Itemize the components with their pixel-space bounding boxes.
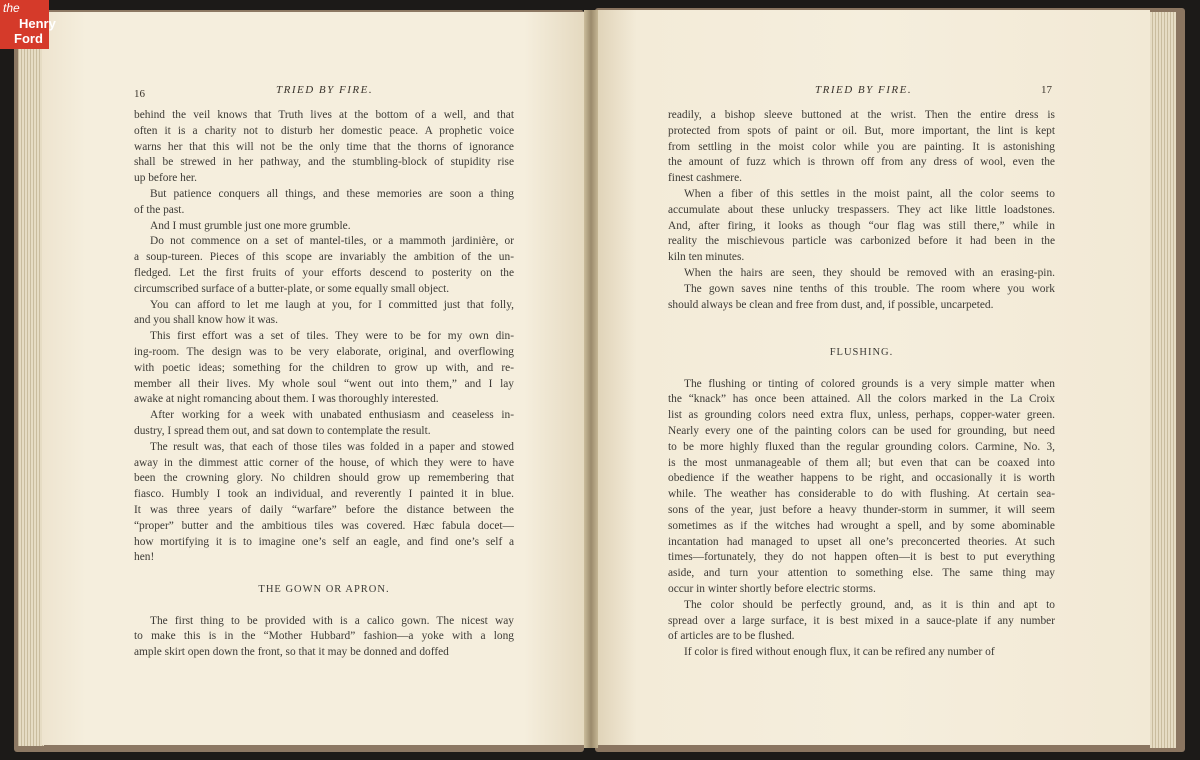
- text-line: times—fortunately, they do not happen often—it is best to put everything: [668, 551, 1055, 564]
- left-running-title: TRIED BY FIRE.: [276, 84, 374, 96]
- text-line: [668, 329, 1055, 345]
- page-edges-right: [1150, 12, 1176, 748]
- text-line: the “knack” has once been attained. All the colors marked in the La Croix: [668, 393, 1055, 406]
- text-line: aside, and turn your attention to something else. The same thing may: [668, 567, 1055, 580]
- text-line: and you shall know how it was.: [134, 314, 278, 327]
- text-line: If color is fired without enough flux, it can be refired any number of: [684, 646, 995, 659]
- text-line: shall be strewed in her pathway, and the stumbling-block of stupidity rise: [134, 156, 514, 169]
- left-page-number: 16: [134, 88, 145, 100]
- text-line: But patience conquers all things, and these memories are soon a thing: [150, 187, 514, 200]
- text-line: warns her that this will not be the only time that the thorns of ignorance: [134, 140, 514, 153]
- text-line: readily, a bishop sleeve buttoned at the wrist. Then the entire dress is: [668, 109, 1055, 121]
- text-line: is the most unmanageable of them all; but even that can be coaxed into: [668, 456, 1055, 469]
- text-line: occur in winter shortly before electric storms.: [668, 582, 876, 595]
- text-line: spread over a large surface, it is best mixed in a sauce-plate if any number: [668, 614, 1055, 627]
- text-line: should always be clean and free from dust, and, if possible, uncarpeted.: [668, 298, 994, 311]
- text-line: of the past.: [134, 203, 185, 216]
- text-line: This first effort was a set of tiles. They were to be for my own din-: [150, 330, 514, 343]
- text-line: “proper” butter and the ambitious tiles was covered. Hæc fabula docet—: [134, 519, 514, 532]
- text-line: while. The weather has considerable to do with flushing. At certain sea-: [668, 488, 1055, 501]
- text-line: how mortifying it is to imagine one’s self an eagle, and find one’s self a: [134, 535, 514, 548]
- text-line: You can afford to let me laugh at you, for I committed just that folly,: [150, 298, 514, 311]
- right-page-number: 17: [1041, 84, 1052, 96]
- text-line: [134, 598, 514, 614]
- text-line: dustry, I spread them out, and sat down to contemplate the result.: [134, 424, 431, 437]
- text-line: hen!: [134, 551, 155, 564]
- text-line: kiln ten minutes.: [668, 251, 745, 264]
- text-line: with poetic ideas; something for the children to grow up with, and re-: [134, 361, 514, 374]
- text-line: fiasco. Humbly I took an individual, and reverently I painted it in blue.: [134, 488, 514, 501]
- logo-line-2: Henry: [19, 16, 56, 31]
- text-line: up before her.: [134, 172, 197, 185]
- right-running-title: TRIED BY FIRE.: [815, 84, 913, 96]
- section-heading: THE GOWN OR APRON.: [258, 583, 390, 595]
- text-line: The result was, that each of those tiles was folded in a paper and stowed: [150, 440, 514, 453]
- text-line: obedience if the weather happens to be right, and occasionally it is worth: [668, 472, 1055, 485]
- text-line: reality the mischievous particle was carbonized before it had been in the: [668, 235, 1055, 248]
- text-line: The flushing or tinting of colored grounds is a very simple matter when: [684, 377, 1055, 390]
- right-page-text: [668, 108, 1055, 661]
- text-line: from settling in the moist color while you are painting. It is astonishing: [668, 140, 1055, 153]
- page-edges-left: [18, 14, 44, 746]
- text-line: fledged. Let the first fruits of your efforts descend to posterity on the: [134, 266, 514, 279]
- text-line: awake at night romancing about them. I was thoroughly interested.: [134, 393, 439, 406]
- text-line: a soup-tureen. Pieces of this scope are invariably the ambition of the un-: [134, 251, 514, 264]
- text-line: to be more highly fluxed than the regular grounding colors. Carmine, No. 3,: [668, 440, 1055, 453]
- text-line: away in the dimmest attic corner of the house, of which they were to have: [134, 456, 514, 469]
- logo-line-3: Ford: [14, 31, 43, 46]
- text-line: the amount of fuzz which is thrown off from any dress of wool, even the: [668, 156, 1055, 169]
- text-line: list as grounding colors need extra flux, unless, perhaps, copper-water green.: [668, 409, 1055, 422]
- text-line: sons of the year, just before a heavy thunder-storm in summer, it will seem: [668, 503, 1055, 516]
- text-line: [668, 361, 1055, 377]
- text-line: member all their lives. My whole soul “went out into them,” and I lay: [134, 377, 514, 390]
- text-line: often it is a charity not to disturb her domestic peace. A prophetic voice: [134, 124, 514, 137]
- text-line: to make this is in the “Mother Hubbard” fashion—a yoke with a long: [134, 630, 514, 643]
- text-line: The color should be perfectly ground, and, as it is thin and apt to: [684, 598, 1055, 611]
- text-line: [668, 313, 1055, 329]
- text-line: protected from spots of paint or oil. But, more important, the lint is kept: [668, 124, 1055, 137]
- text-line: circumscribed surface of a butter-plate, or some equally small object.: [134, 282, 450, 295]
- section-heading: FLUSHING.: [829, 346, 894, 358]
- text-line: [134, 566, 514, 582]
- text-line: been the crowning glory. No children should grow up remembering that: [134, 472, 514, 485]
- text-line: Nearly every one of the painting colors can be used for grounding, but need: [668, 424, 1055, 437]
- text-line: finest cashmere.: [668, 172, 743, 185]
- text-line: behind the veil knows that Truth lives at the bottom of a well, and that: [134, 109, 514, 121]
- text-line: And, after firing, it looks as though “our flag was still there,” while in: [668, 219, 1055, 232]
- text-line: When a fiber of this settles in the moist paint, all the color seems to: [684, 187, 1055, 200]
- book-gutter: [584, 10, 598, 748]
- text-line: ample skirt open down the front, so that it may be donned and doffed: [134, 646, 449, 659]
- text-line: It was three years of daily “warfare” before the distance between the: [134, 503, 514, 516]
- text-line: After working for a week with unabated enthusiasm and ceaseless in-: [150, 409, 514, 422]
- text-line: ing-room. The design was to be very elaborate, original, and overflowing: [134, 345, 514, 358]
- text-line: The gown saves nine tenths of this trouble. The room where you work: [684, 282, 1055, 295]
- henry-ford-logo: [0, 0, 56, 49]
- text-line: incantation had managed to upset all one’s preconcerted theories. At such: [668, 535, 1055, 548]
- text-line: And I must grumble just one more grumble.: [150, 219, 351, 232]
- text-line: Do not commence on a set of mantel-tiles, or a mammoth jardinière, or: [150, 235, 514, 248]
- text-line: accumulate about these unlucky trespassers. They act like little loadstones.: [668, 203, 1055, 216]
- text-line: sometimes as if the witches had wrought a spell, and by some abominable: [668, 519, 1055, 532]
- logo-line-1: the: [3, 1, 20, 15]
- text-line: of articles are to be flushed.: [668, 630, 795, 643]
- left-page-text: [134, 108, 514, 661]
- text-line: The first thing to be provided with is a calico gown. The nicest way: [150, 614, 514, 627]
- text-line: When the hairs are seen, they should be removed with an erasing-pin.: [684, 266, 1055, 279]
